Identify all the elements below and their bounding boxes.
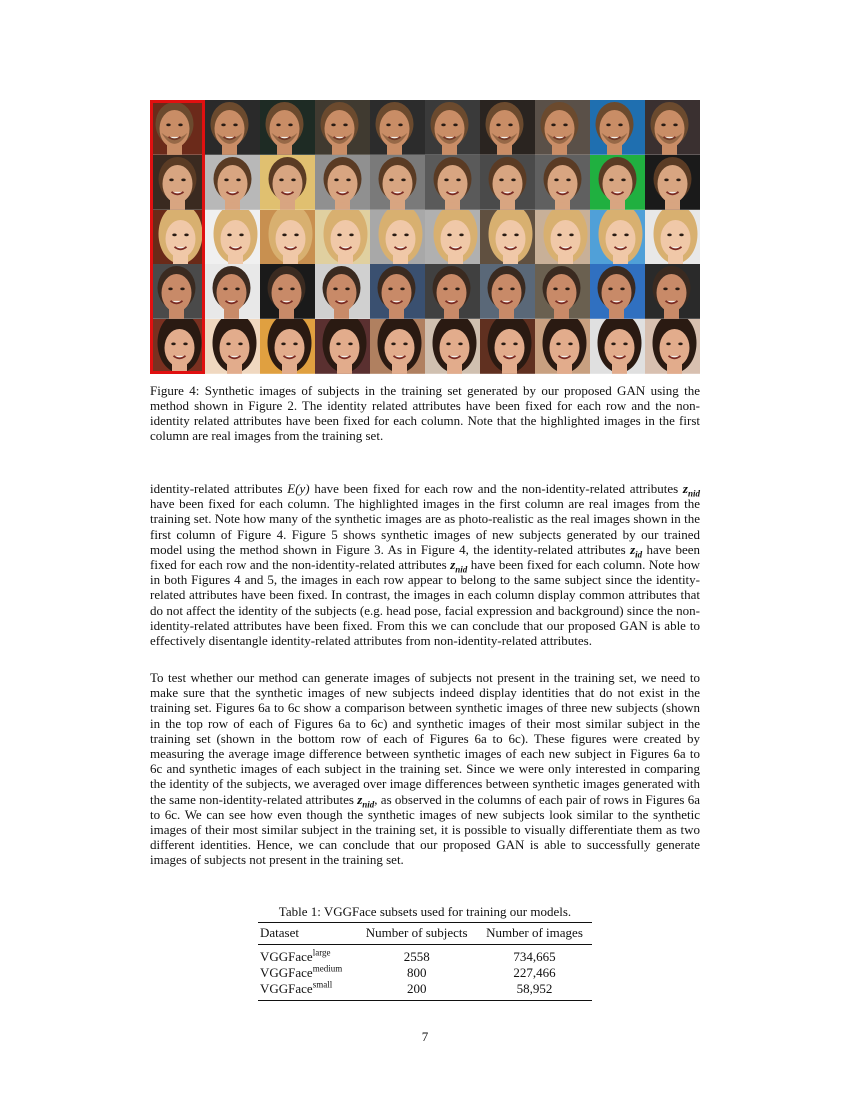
face-thumbnail xyxy=(645,264,700,319)
figure-caption: Figure 4: Synthetic images of subjects in the training set generated by our proposed GAN using the method shown in Figure 2. The identity related attributes have been fixed for each row and the non-identity related attributes have been fixed for each column. Note that the highlighted images in the first column are real images from the training set. xyxy=(150,383,700,443)
face-thumbnail xyxy=(205,155,260,210)
face-thumbnail xyxy=(315,264,370,319)
header-subjects: Number of subjects xyxy=(365,925,468,940)
face-thumbnail xyxy=(425,319,480,374)
math-z-nid: $z_{nid}$ xyxy=(450,557,468,575)
dataset-cell: VGGFace$^{medium}$ xyxy=(260,963,343,980)
dataset-cell: VGGFace$^{large}$ xyxy=(260,947,331,964)
face-thumbnail xyxy=(150,210,205,265)
face-thumbnail xyxy=(535,319,590,374)
face-thumbnail xyxy=(480,264,535,319)
text-run: identity-related attributes xyxy=(150,481,288,496)
face-thumbnail xyxy=(645,100,700,155)
face-thumbnail xyxy=(370,210,425,265)
images-cell: 227,466 xyxy=(513,965,556,980)
face-thumbnail xyxy=(425,155,480,210)
paragraph-1 xyxy=(150,481,700,648)
face-thumbnail xyxy=(370,100,425,155)
math-z-id: $z_{id}$ xyxy=(630,541,643,560)
face-thumbnail xyxy=(150,100,205,155)
face-thumbnail xyxy=(645,210,700,265)
table-1 xyxy=(258,904,592,1001)
face-thumbnail xyxy=(205,210,260,265)
face-thumbnail xyxy=(480,155,535,210)
table-row xyxy=(258,981,592,1001)
math-z-nid: $z_{nid}$ xyxy=(682,481,700,499)
face-thumbnail xyxy=(205,100,260,155)
math-E-y: E(y) xyxy=(287,481,310,496)
face-thumbnail xyxy=(205,319,260,374)
face-thumbnail xyxy=(260,100,315,155)
images-cell: 734,665 xyxy=(513,949,556,964)
math-z-nid: $z_{nid}$ xyxy=(357,791,375,810)
table-header-row xyxy=(258,923,592,945)
face-thumbnail xyxy=(370,264,425,319)
figure-4 xyxy=(150,100,700,374)
page-number: 7 xyxy=(421,1029,429,1044)
dataset-cell: VGGFace$^{small}$ xyxy=(260,979,333,996)
face-thumbnail xyxy=(645,319,700,374)
face-thumbnail xyxy=(535,100,590,155)
subjects-cell: 2558 xyxy=(403,949,430,964)
face-thumbnail xyxy=(535,210,590,265)
face-thumbnail xyxy=(590,155,645,210)
images-cell: 58,952 xyxy=(516,981,553,996)
text-run: have been fixed for each row and the non-identity-related attributes xyxy=(309,481,683,496)
table-row xyxy=(258,965,592,981)
face-thumbnail xyxy=(315,100,370,155)
face-thumbnail xyxy=(150,155,205,210)
face-thumbnail xyxy=(315,155,370,210)
face-thumbnail xyxy=(590,210,645,265)
subjects-cell: 200 xyxy=(406,981,427,996)
face-thumbnail xyxy=(590,319,645,374)
text-run: have been fixed for each row and the non-identity-related attributes xyxy=(150,541,700,573)
text-run: , as observed in the columns of each pair of rows in Figures 6a to 6c. We can see how even though the synthetic images of new subjects look similar to the synthetic images of their most similar subject in the training set, it is possible to visually differentiate them as two different identities. Hence, we can conclude that our proposed GAN is able to successfully generate images of subjects not present in the training set. xyxy=(150,791,700,868)
face-thumbnail xyxy=(260,319,315,374)
face-thumbnail xyxy=(260,264,315,319)
face-thumbnail xyxy=(535,264,590,319)
face-thumbnail xyxy=(150,319,205,374)
face-thumbnail xyxy=(590,264,645,319)
subjects-cell: 800 xyxy=(406,965,427,980)
paragraph-2 xyxy=(150,670,700,868)
header-images: Number of images xyxy=(486,925,583,940)
face-thumbnail xyxy=(425,210,480,265)
face-thumbnail xyxy=(260,210,315,265)
face-thumbnail xyxy=(315,210,370,265)
text-run: have been fixed for each column. The highlighted images in the first column are real images from the training set. Note how many of the synthetic images are as photo-realistic as the real images shown in the first column of Figure 4. Figure 5 shows synthetic images of new subjects generated by our trained model using the method shown in Figure 3. As in Figure 4, the identity-related attributes xyxy=(150,496,700,557)
face-thumbnail xyxy=(315,319,370,374)
text-run: To test whether our method can generate images of subjects not present in the training set, we need to make sure that the synthetic images of new subjects indeed display identities that do not exist in the training set. Figures 6a to 6c show a comparison between synthetic images of three new subjects (shown in the top row of each of Figures 6a to 6c) and synthetic images of their most similar subject in the training set (shown in the bottom row of each of Figures 6a to 6c). These figures were created by measuring the average image difference between synthetic images of each new subject in Figures 6a to 6c and synthetic images of each subject in the training set. Since we were only interested in comparing the identity of the subjects, we averaged over image differences between synthetic images generated with the same non-identity-related attributes xyxy=(150,670,700,807)
face-thumbnail xyxy=(535,155,590,210)
face-thumbnail xyxy=(480,210,535,265)
table-row xyxy=(258,945,592,966)
header-dataset: Dataset xyxy=(260,925,299,940)
face-thumbnail xyxy=(480,319,535,374)
face-thumbnail xyxy=(260,155,315,210)
face-thumbnail xyxy=(425,100,480,155)
face-thumbnail xyxy=(150,264,205,319)
table-caption: Table 1: VGGFace subsets used for training our models. xyxy=(278,904,572,919)
face-thumbnail xyxy=(480,100,535,155)
face-thumbnail xyxy=(205,264,260,319)
face-thumbnail xyxy=(370,155,425,210)
face-thumbnail xyxy=(425,264,480,319)
face-thumbnail xyxy=(645,155,700,210)
vggface-table xyxy=(258,922,592,1001)
face-grid xyxy=(150,100,700,374)
face-thumbnail xyxy=(370,319,425,374)
text-run: have been fixed for each column. Note how in both Figures 4 and 5, the images in each row appear to belong to the same subject since the identity-related attributes have been fixed. In contrast, the images in each column display common attributes that do not affect the identity of the subjects (e.g. head pose, facial expression and background) since the non-identity-related attributes have been fixed. From this we can conclude that our proposed GAN is able to effectively disentangle identity-related attributes from non-identity-related attributes. xyxy=(150,557,700,649)
face-thumbnail xyxy=(590,100,645,155)
